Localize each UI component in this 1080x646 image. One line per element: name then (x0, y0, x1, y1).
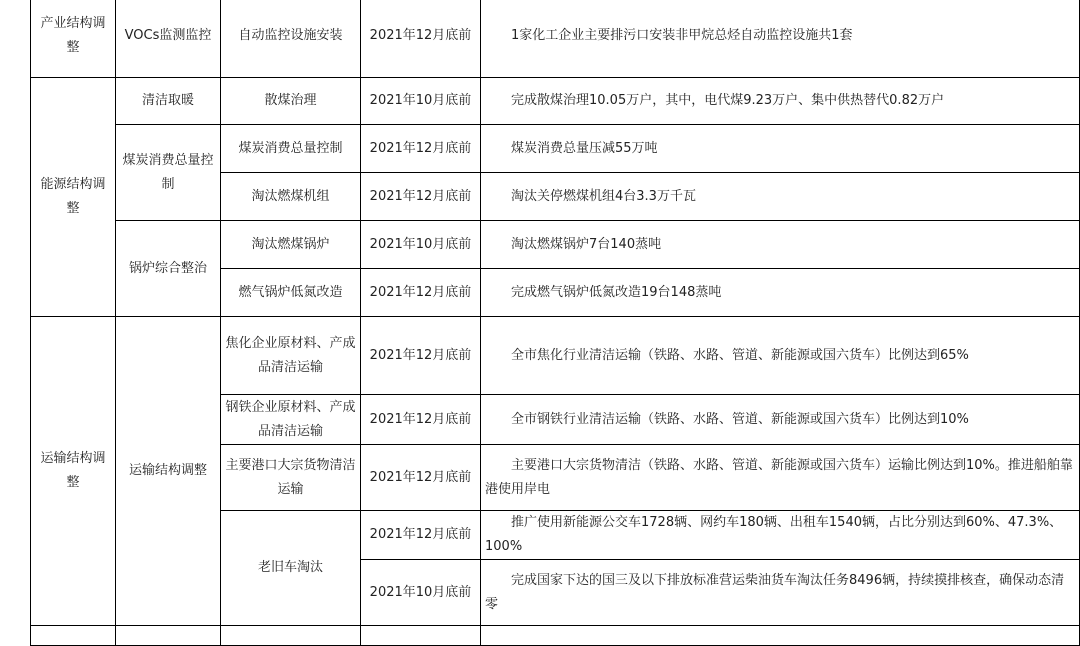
table-row (31, 125, 1080, 173)
empty-cell (481, 626, 1080, 646)
item-cell: 焦化企业原材料、产成品清洁运输 (221, 317, 361, 395)
empty-cell (361, 626, 481, 646)
item-cell: 老旧车淘汰 (221, 511, 361, 626)
content-cell: 全市钢铁行业清洁运输（铁路、水路、管道、新能源或国六货车）比例达到10% (481, 395, 1080, 445)
deadline-cell: 2021年12月底前 (361, 445, 481, 511)
content-cell: 煤炭消费总量压减55万吨 (481, 125, 1080, 173)
deadline-cell: 2021年12月底前 (361, 511, 481, 560)
deadline-cell: 2021年10月底前 (361, 560, 481, 626)
content-cell: 全市焦化行业清洁运输（铁路、水路、管道、新能源或国六货车）比例达到65% (481, 317, 1080, 395)
deadline-cell: 2021年10月底前 (361, 78, 481, 125)
empty-cell (221, 626, 361, 646)
deadline-cell: 2021年12月底前 (361, 125, 481, 173)
category-cell: 能源结构调整 (31, 78, 116, 317)
content-cell: 完成散煤治理10.05万户，其中，电代煤9.23万户、集中供热替代0.82万户 (481, 78, 1080, 125)
deadline-cell: 2021年12月底前 (361, 395, 481, 445)
subcategory-cell: 运输结构调整 (116, 317, 221, 626)
measures-table (30, 0, 1080, 646)
table-row (31, 221, 1080, 269)
table-row (31, 317, 1080, 395)
deadline-cell: 2021年12月底前 (361, 269, 481, 317)
content-cell: 淘汰燃煤锅炉7台140蒸吨 (481, 221, 1080, 269)
content-cell: 完成国家下达的国三及以下排放标准营运柴油货车淘汰任务8496辆，持续摸排核查，确保动态清零 (481, 560, 1080, 626)
content-cell: 完成燃气锅炉低氮改造19台148蒸吨 (481, 269, 1080, 317)
content-cell: 1家化工企业主要排污口安装非甲烷总烃自动监控设施共1套 (481, 0, 1080, 78)
deadline-cell: 2021年10月底前 (361, 221, 481, 269)
empty-cell (116, 626, 221, 646)
table-row (31, 626, 1080, 646)
subcategory-cell: 煤炭消费总量控制 (116, 125, 221, 221)
item-cell: 主要港口大宗货物清洁运输 (221, 445, 361, 511)
item-cell: 淘汰燃煤机组 (221, 173, 361, 221)
subcategory-cell: 锅炉综合整治 (116, 221, 221, 317)
content-cell: 推广使用新能源公交车1728辆、网约车180辆、出租车1540辆，占比分别达到60%、47.3%、100% (481, 511, 1080, 560)
subcategory-cell: VOCs监测监控 (116, 0, 221, 78)
item-cell: 散煤治理 (221, 78, 361, 125)
table-row (31, 78, 1080, 125)
deadline-cell: 2021年12月底前 (361, 0, 481, 78)
table-row (31, 0, 1080, 78)
item-cell: 淘汰燃煤锅炉 (221, 221, 361, 269)
item-cell: 钢铁企业原材料、产成品清洁运输 (221, 395, 361, 445)
item-cell: 燃气锅炉低氮改造 (221, 269, 361, 317)
empty-cell (31, 626, 116, 646)
content-cell: 主要港口大宗货物清洁（铁路、水路、管道、新能源或国六货车）运输比例达到10%。推进船舶靠港使用岸电 (481, 445, 1080, 511)
deadline-cell: 2021年12月底前 (361, 173, 481, 221)
content-cell: 淘汰关停燃煤机组4台3.3万千瓦 (481, 173, 1080, 221)
category-cell: 产业结构调整 (31, 0, 116, 78)
category-cell: 运输结构调整 (31, 317, 116, 626)
item-cell: 自动监控设施安装 (221, 0, 361, 78)
subcategory-cell: 清洁取暖 (116, 78, 221, 125)
deadline-cell: 2021年12月底前 (361, 317, 481, 395)
item-cell: 煤炭消费总量控制 (221, 125, 361, 173)
